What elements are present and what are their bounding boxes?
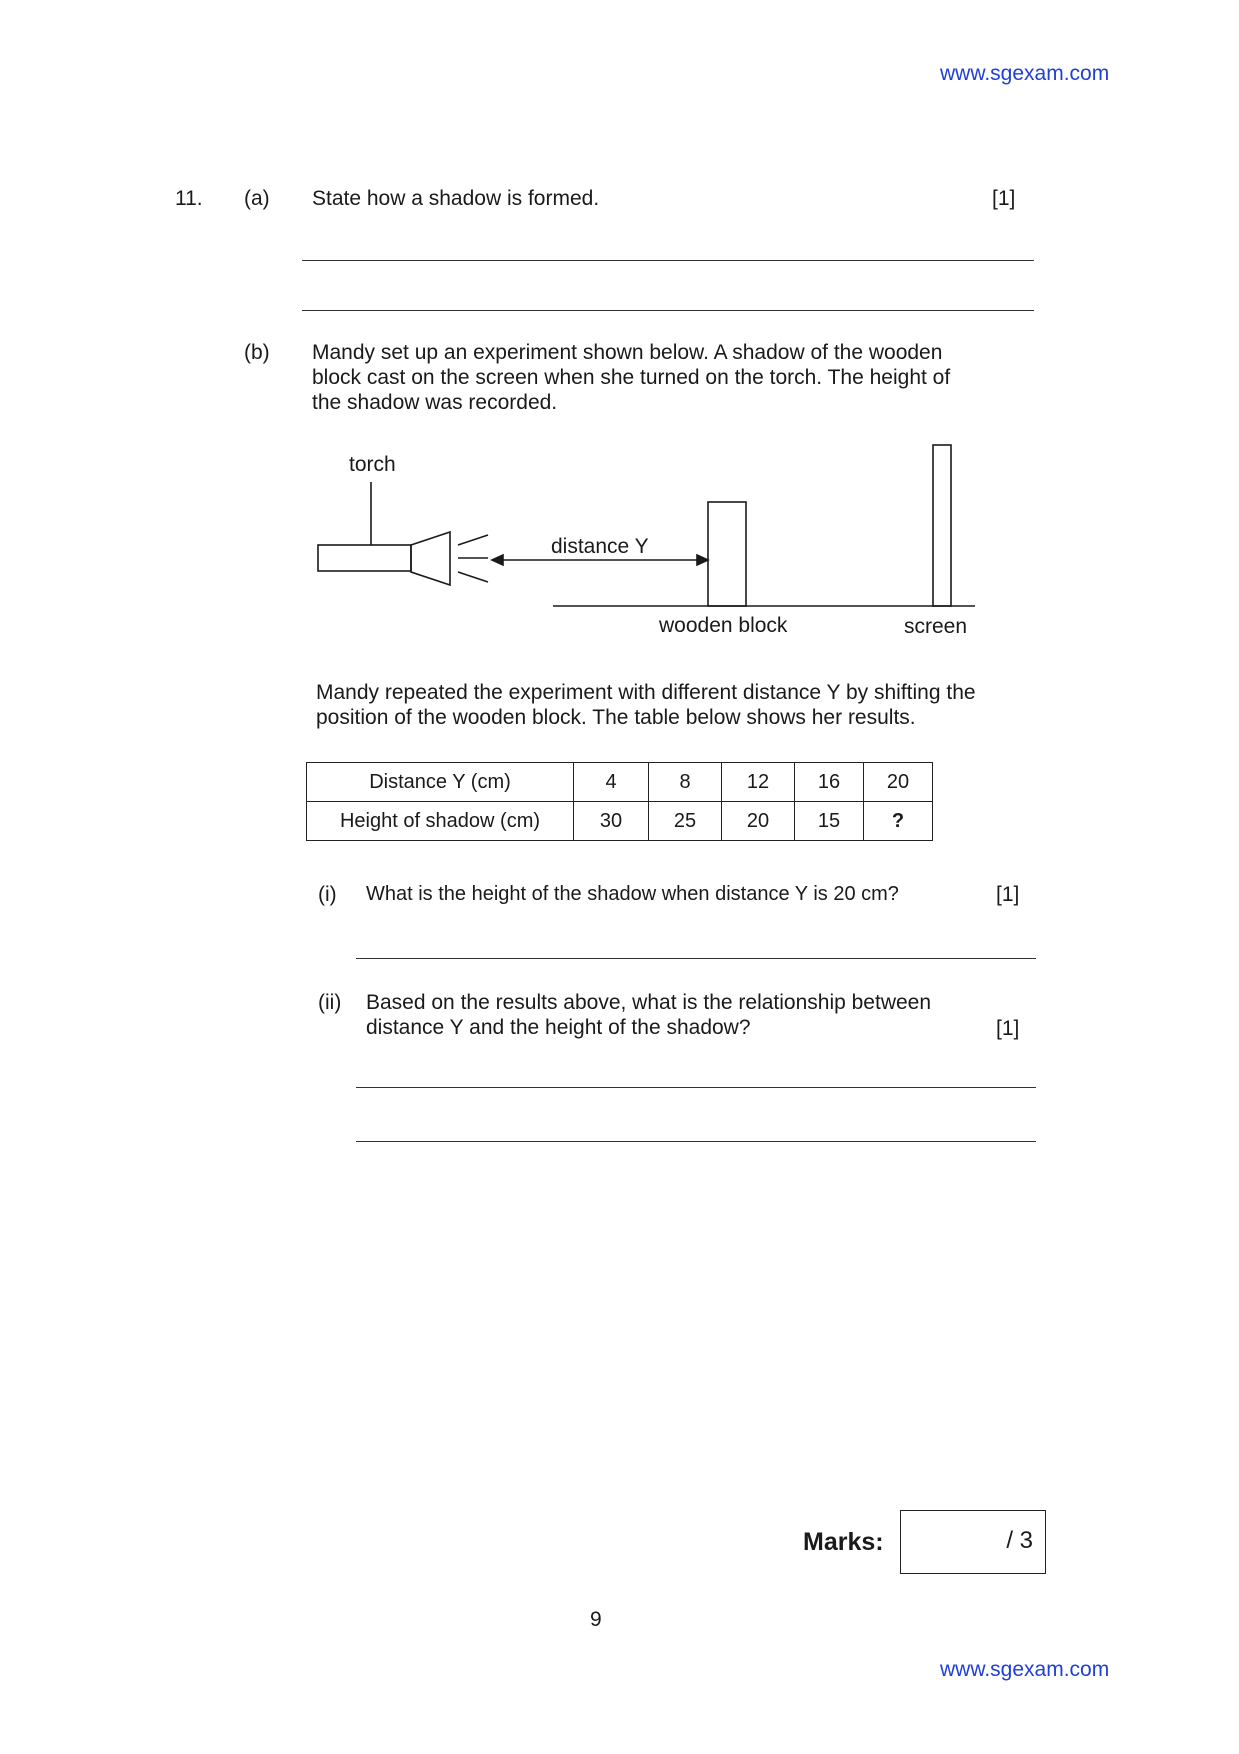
- table-row: [307, 763, 933, 802]
- sub-ii-question: [366, 990, 931, 1040]
- part-a-label: (a): [244, 187, 270, 210]
- sub-ii-line: distance Y and the height of the shadow?: [366, 1016, 751, 1039]
- sub-ii-label: (ii): [318, 991, 342, 1014]
- experiment-diagram: [0, 0, 1239, 660]
- row-header: Distance Y (cm): [307, 763, 574, 802]
- light-ray-bottom: [458, 572, 488, 582]
- screen: [933, 445, 951, 606]
- part-a-question: State how a shadow is formed.: [312, 187, 600, 210]
- website-footer[interactable]: www.sgexam.com: [940, 1658, 1110, 1681]
- sub-i-question: What is the height of the shadow when distance Y is 20 cm?: [366, 883, 899, 905]
- screen-label: screen: [904, 615, 968, 638]
- table-row: [307, 802, 933, 841]
- wooden-block-label: wooden block: [659, 614, 788, 637]
- table-cell: 16: [795, 763, 864, 802]
- page-number: 9: [590, 1608, 602, 1631]
- website-header[interactable]: www.sgexam.com: [940, 62, 1110, 85]
- marks-label: Marks:: [803, 1528, 884, 1556]
- table-cell: ?: [864, 802, 933, 841]
- table-cell: 30: [574, 802, 649, 841]
- arrow-head-left: [492, 555, 503, 565]
- table-cell: 20: [722, 802, 795, 841]
- arrow-head-right: [697, 555, 708, 565]
- repeat-line: position of the wooden block. The table below shows her results.: [316, 706, 916, 729]
- sub-ii-line: Based on the results above, what is the relationship between: [366, 991, 932, 1014]
- torch-label: torch: [349, 453, 396, 476]
- wooden-block: [708, 502, 746, 606]
- distance-label: distance Y: [551, 535, 649, 558]
- marks-box[interactable]: [900, 1510, 1046, 1574]
- answer-line-ii-1[interactable]: [356, 1087, 1036, 1088]
- question-number: 11.: [175, 187, 203, 210]
- intro-line: block cast on the screen when she turned on the torch. The height of: [312, 366, 951, 389]
- table-cell: 8: [649, 763, 722, 802]
- marks-total: / 3: [1006, 1527, 1033, 1554]
- repeat-line: Mandy repeated the experiment with different distance Y by shifting the: [316, 681, 976, 704]
- part-b-repeat-text: [316, 680, 976, 730]
- results-table: [306, 762, 933, 841]
- table-cell: 4: [574, 763, 649, 802]
- part-b-label: (b): [244, 341, 270, 364]
- row-header: Height of shadow (cm): [307, 802, 574, 841]
- torch-head: [411, 532, 450, 585]
- table-cell: 25: [649, 802, 722, 841]
- light-ray-top: [458, 535, 488, 545]
- part-a-marks: [1]: [992, 187, 1016, 210]
- answer-line-i[interactable]: [356, 958, 1036, 959]
- table-cell: 12: [722, 763, 795, 802]
- sub-i-marks: [1]: [996, 883, 1020, 906]
- answer-line-ii-2[interactable]: [356, 1141, 1036, 1142]
- intro-line: the shadow was recorded.: [312, 391, 558, 414]
- sub-ii-marks: [1]: [996, 1017, 1020, 1040]
- table-cell: 20: [864, 763, 933, 802]
- table-cell: 15: [795, 802, 864, 841]
- sub-i-label: (i): [318, 883, 337, 906]
- intro-line: Mandy set up an experiment shown below. A shadow of the wooden: [312, 341, 943, 364]
- torch-body: [318, 545, 411, 571]
